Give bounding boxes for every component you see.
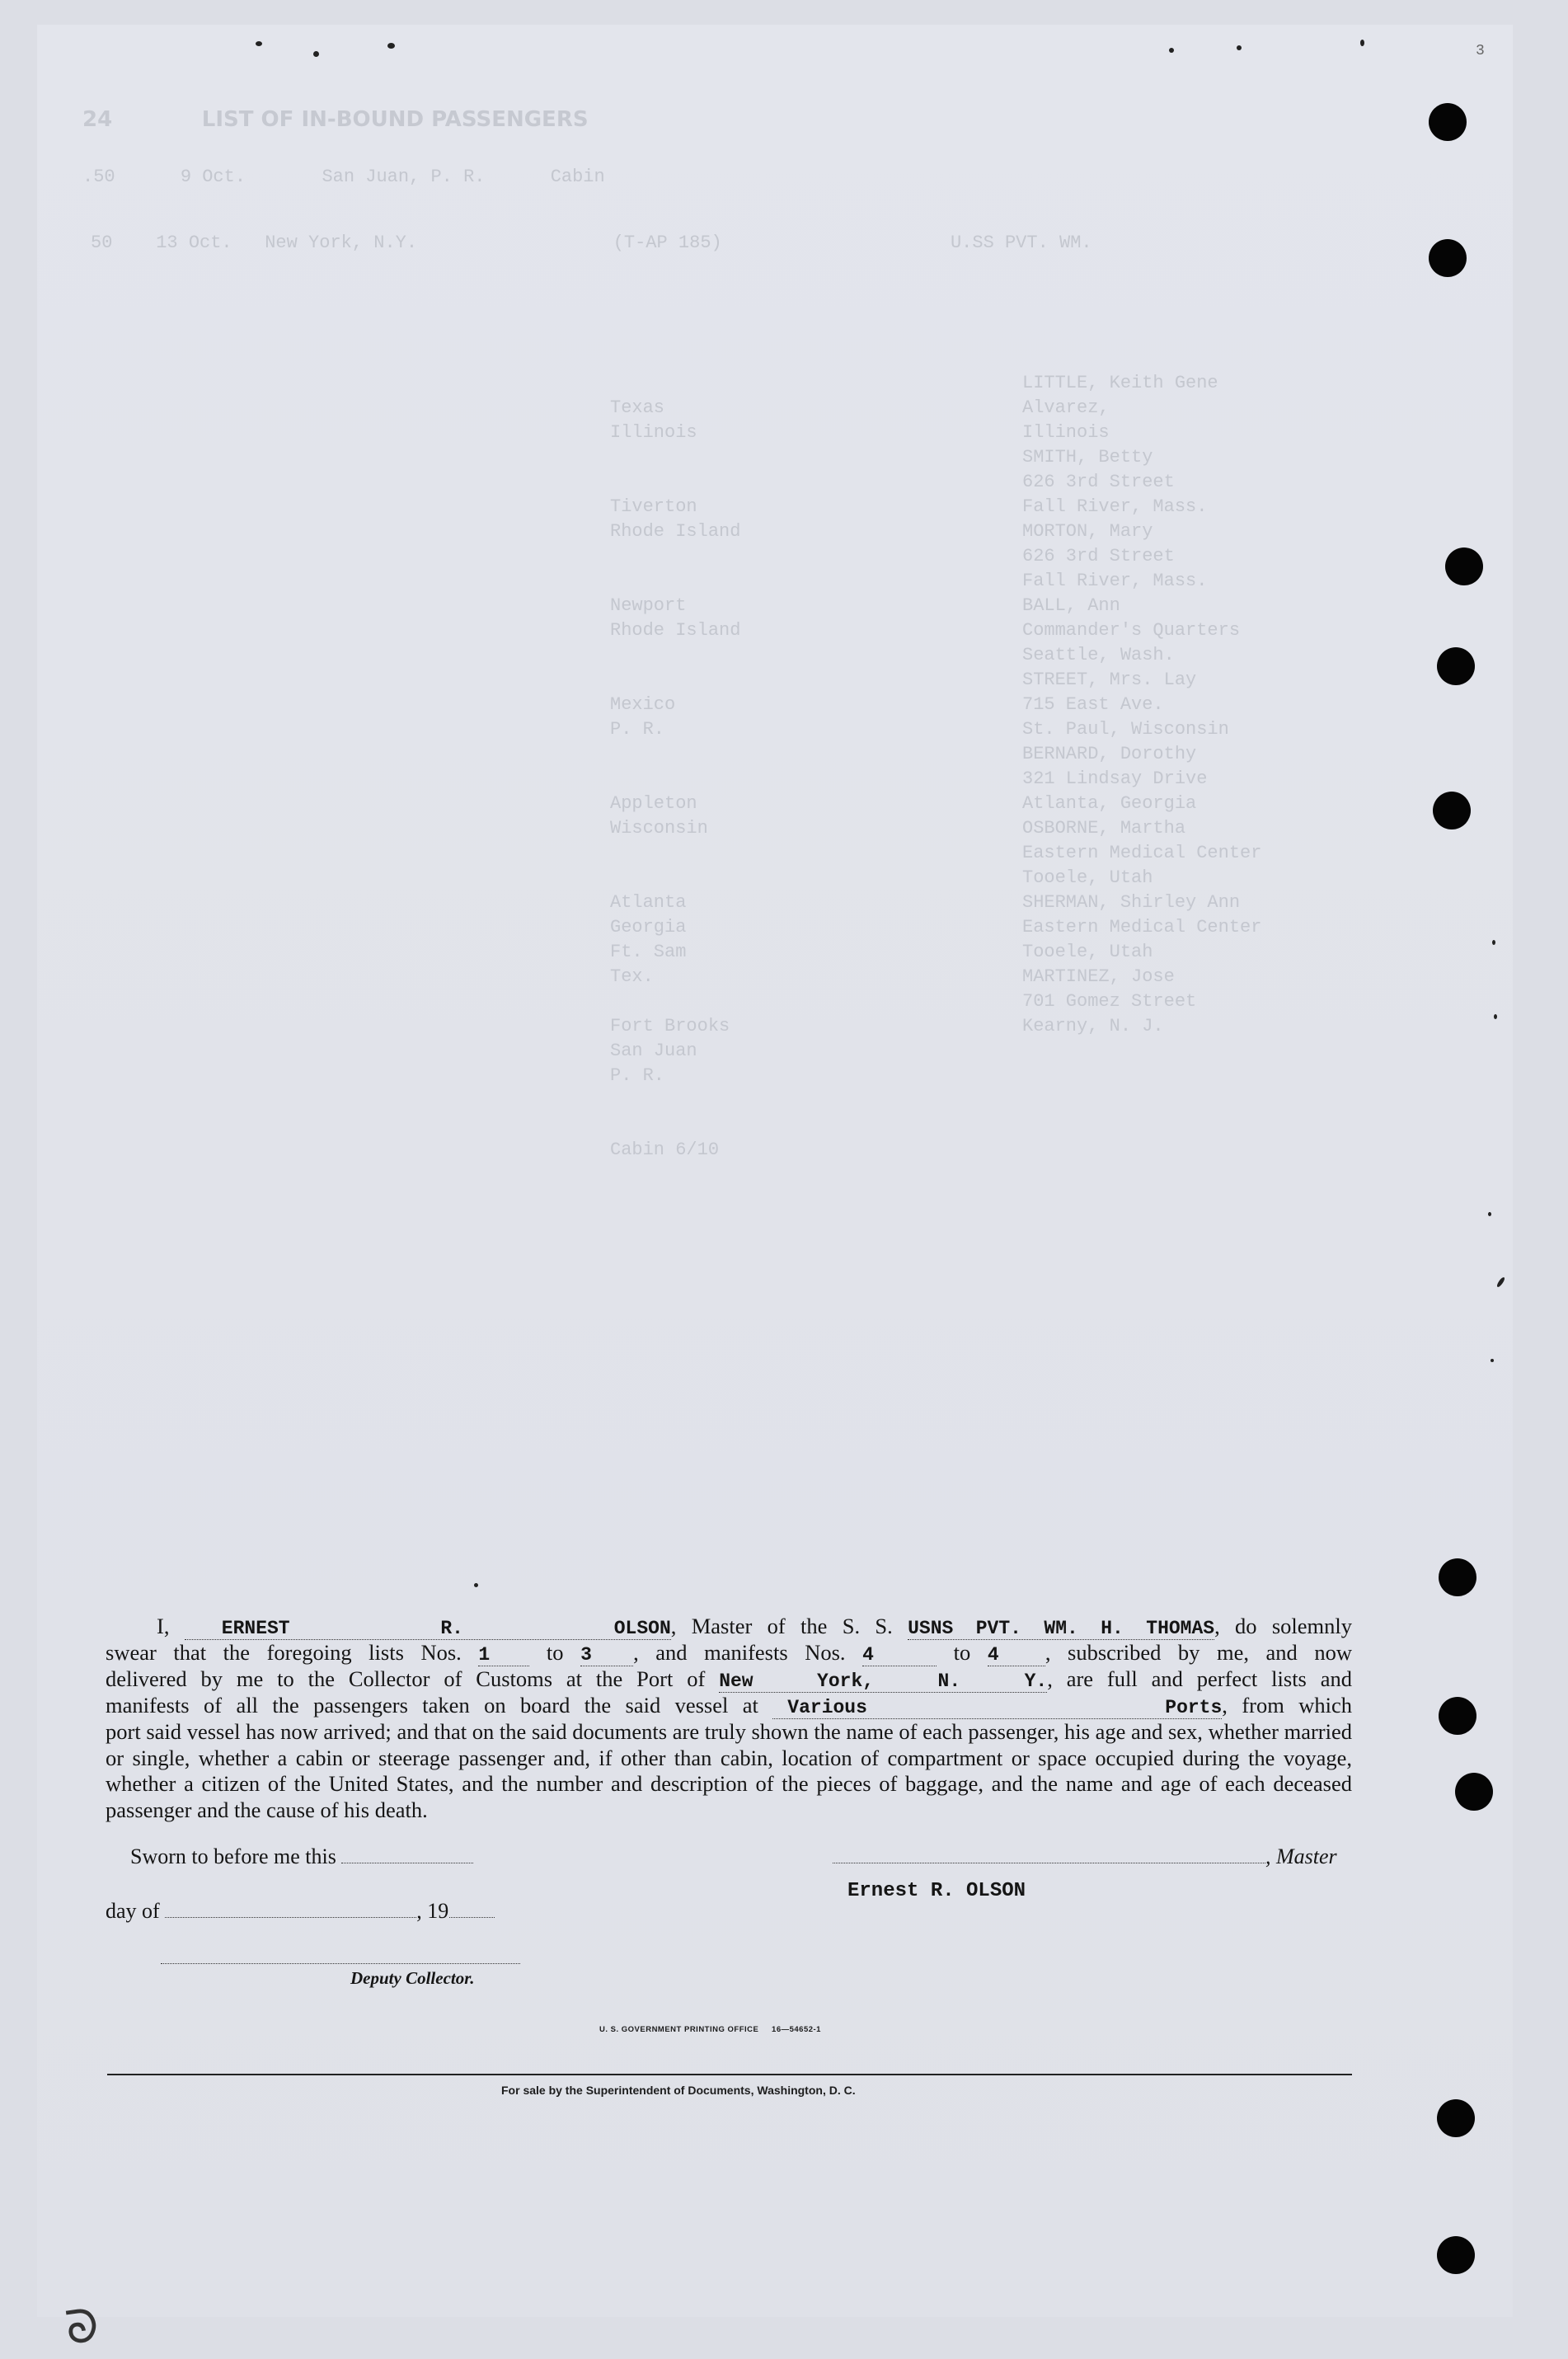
ink-speck [1494, 1014, 1497, 1019]
punch-hole [1437, 2236, 1475, 2274]
master-typed-name: Ernest R. OLSON [847, 1880, 1026, 1902]
punch-hole [1437, 647, 1475, 685]
manifests-to-field: 4 [988, 1644, 1045, 1666]
corner-page-number: 3 [1476, 43, 1485, 59]
ink-speck [256, 41, 262, 46]
punch-hole [1445, 547, 1483, 585]
bleed-through-header-1: .50 9 Oct. San Juan, P. R. Cabin [82, 167, 605, 187]
punch-hole [1429, 239, 1467, 277]
ink-speck [1491, 1359, 1494, 1362]
port-field: New York, N. Y. [719, 1671, 1048, 1692]
oath-and-manifests: , and manifests Nos. [633, 1640, 846, 1665]
oath-from-which: , from which [1222, 1693, 1352, 1718]
punch-hole [1429, 103, 1467, 141]
footer-rule [107, 2074, 1352, 2075]
day-of-line [106, 1899, 495, 1924]
ink-speck [1488, 1212, 1491, 1216]
sworn-date-field [341, 1846, 473, 1863]
master-signature-field [833, 1846, 1265, 1863]
for-sale-note: For sale by the Superintendent of Documents, Washington, D. C. [501, 2084, 856, 2097]
oath-i: I, [157, 1614, 170, 1638]
master-signature-line [833, 1844, 1337, 1869]
punch-hole [1437, 2099, 1475, 2137]
oath-delivered: delivered by me to the Collector of Customs at the Port of [106, 1666, 706, 1691]
bleed-through-column-right: LITTLE, Keith Gene Alvarez, Illinois SMITH, Betty 626 3rd Street Fall River, Mass. MORTON, Mary 626 3rd Street Fall River, Mass. BALL, Ann Commander's Quarters Seattle, Wash. STREET, Mrs. Lay 715 East Ave. St. Paul, Wisconsin BERNARD, Dorothy 321 Lindsay Drive Atlanta, Georgia OSBORNE, Martha Eastern Medical Center Tooele, Utah SHERMAN, Shirley Ann Eastern Medical Center Tooele, Utah MARTINEZ, Jose 701 Gomez Street Kearny, N. J. [1022, 373, 1262, 1036]
bleed-through-title: 24 LIST OF IN-BOUND PASSENGERS [82, 107, 589, 132]
lists-to-field: 3 [580, 1644, 633, 1666]
master-label: , Master [1265, 1844, 1337, 1868]
oath-master-of: , Master of the S. S. [670, 1614, 893, 1638]
ports-field: Various Ports [772, 1697, 1222, 1719]
year-field [449, 1901, 495, 1918]
punch-hole [1433, 792, 1471, 829]
oath-paragraph [106, 1614, 1352, 1823]
oath-line-1 [106, 1614, 1352, 1640]
oath-subscribed: , subscribed by me, and now [1045, 1640, 1352, 1665]
handwritten-mark: ᘐ [62, 2298, 102, 2357]
punch-hole [1439, 1697, 1476, 1735]
year-prefix: , 19 [416, 1899, 449, 1923]
oath-manifests-all: manifests of all the passengers taken on board the said vessel at [106, 1693, 758, 1718]
printing-office-note: U. S. GOVERNMENT PRINTING OFFICE 16—54652-1 [599, 2025, 821, 2034]
bleed-through-column-left: Texas Illinois Tiverton Rhode Island Newport Rhode Island Mexico P. R. Appleton Wisconsin Atlanta Georgia Ft. Sam Tex. Fort Brooks San Juan P. R. Cabin 6/10 [610, 397, 741, 1160]
punch-hole [1439, 1558, 1476, 1596]
oath-do-solemnly: , do solemnly [1214, 1614, 1353, 1638]
sworn-line [130, 1844, 473, 1869]
lists-from-field: 1 [478, 1644, 529, 1666]
bleed-through-header-2: 50 13 Oct. New York, N.Y. (T-AP 185) U.SS PVT. WM. [91, 233, 1092, 253]
day-of-label: day of [106, 1899, 160, 1923]
oath-body-text: port said vessel has now arrived; and that on the said documents are truly shown the name of each passenger, his age and sex, whether married or single, whether a cabin or steerage passenger and, if other than cabin, location of compartment or space occupied during the voyage, whether a citizen of the United States, and the number and description of the pieces of baggage, and the name and age of each deceased passenger and the cause of his death. [106, 1719, 1352, 1822]
oath-swear-lists: swear that the foregoing lists Nos. [106, 1640, 462, 1665]
punch-hole [1455, 1773, 1493, 1811]
oath-to-2: to [953, 1640, 971, 1665]
oath-line-4 [106, 1693, 1352, 1719]
deputy-signature-line [161, 1963, 520, 1964]
document-page [37, 25, 1513, 2317]
manifests-from-field: 4 [862, 1644, 937, 1666]
oath-line-3 [106, 1666, 1352, 1693]
ink-speck [1492, 940, 1495, 945]
day-of-field [165, 1901, 416, 1918]
ink-speck [1169, 48, 1174, 53]
sworn-label: Sworn to before me this [130, 1844, 336, 1868]
oath-full-perfect: , are full and perfect lists and [1047, 1666, 1353, 1691]
ink-speck [1237, 45, 1242, 50]
master-name-field: ERNEST R. OLSON [185, 1618, 671, 1640]
ink-speck [387, 43, 395, 49]
ink-speck [474, 1583, 478, 1587]
ink-speck [313, 51, 319, 57]
oath-to-1: to [546, 1640, 564, 1665]
oath-line-2 [106, 1640, 1352, 1666]
deputy-collector-label: Deputy Collector. [350, 1968, 475, 1988]
vessel-name-field: USNS PVT. WM. H. THOMAS [908, 1618, 1215, 1639]
ink-speck [1360, 40, 1364, 46]
